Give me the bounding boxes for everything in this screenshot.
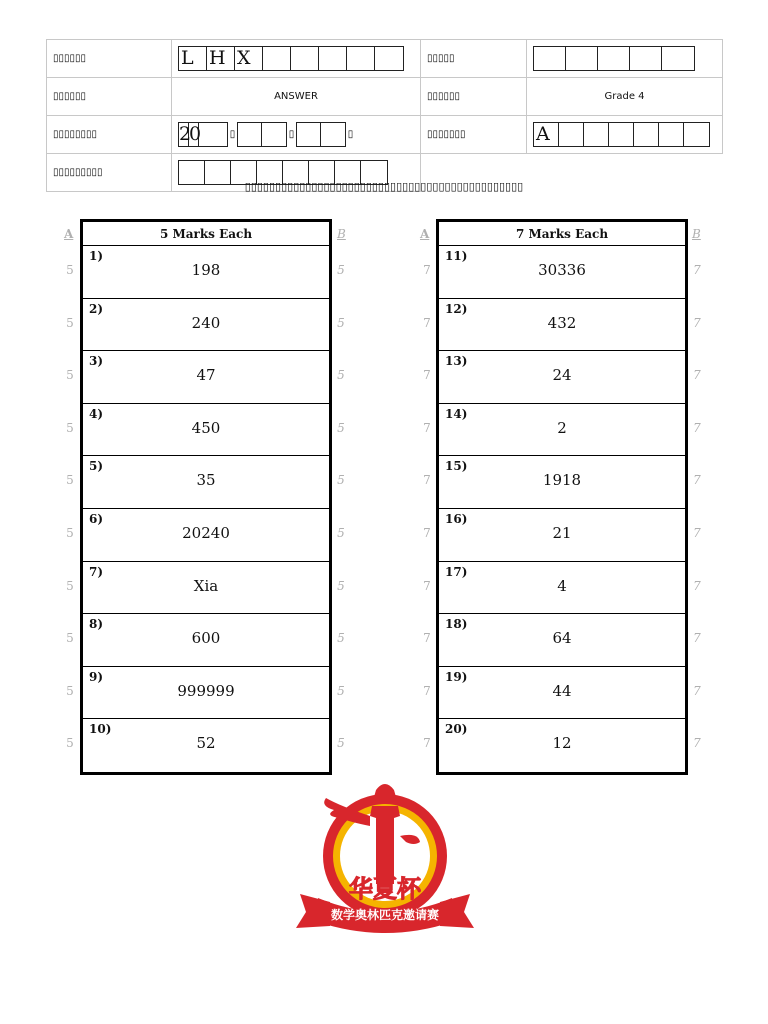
huaxia-cup-logo [290, 776, 480, 936]
marks-label: 5 [66, 368, 74, 383]
answer-cell [439, 614, 685, 667]
marks-label: 5 [337, 631, 345, 646]
marks-label: 7 [693, 368, 701, 383]
input-box[interactable] [534, 47, 566, 70]
input-box[interactable] [375, 47, 403, 70]
answer-value: 4 [557, 576, 567, 595]
answer-value: 240 [191, 313, 221, 332]
input-box[interactable] [297, 123, 321, 146]
marks-label: 5 [337, 420, 345, 435]
marks-label: 7 [423, 526, 431, 540]
answer-value: 12 [552, 734, 572, 753]
answer-value: Xia [193, 576, 219, 595]
marks-label: 7 [693, 420, 701, 435]
answer-cell [83, 667, 329, 720]
input-box[interactable] [291, 47, 319, 70]
input-box[interactable] [262, 123, 286, 146]
marks-label: 5 [337, 683, 345, 698]
input-box[interactable] [199, 123, 227, 146]
marks-label: 7 [423, 578, 431, 593]
answer-value: 999999 [177, 681, 235, 700]
marks-label: 5 [66, 473, 74, 488]
answer-value: 600 [191, 629, 221, 648]
input-box[interactable] [634, 123, 659, 146]
marks-label: 5 [337, 736, 345, 751]
marks-label: 7 [423, 263, 431, 277]
input-box[interactable]: H [207, 47, 235, 70]
marks-label: 7 [423, 368, 431, 383]
section2-label-b: B [692, 227, 701, 241]
answer-cell [83, 509, 329, 562]
date-sep-1: ▯ [229, 129, 236, 140]
marks-label: 5 [337, 578, 345, 593]
answer-value: 198 [191, 261, 221, 279]
input-box[interactable] [321, 123, 345, 146]
answer-cell [83, 719, 329, 772]
question-number: 11) [445, 249, 468, 263]
question-number: 1) [89, 249, 104, 263]
question-number: 15) [445, 459, 468, 474]
marks-label: 7 [423, 736, 431, 751]
marks-label: 7 [693, 631, 701, 646]
input-box[interactable]: L [179, 47, 207, 70]
answer-value: 35 [196, 471, 216, 490]
marks-label: 7 [693, 683, 701, 698]
answer-value: 47 [196, 366, 216, 385]
marks-label: 7 [693, 315, 701, 330]
input-box[interactable] [238, 123, 262, 146]
section2-label-a: A [420, 227, 430, 241]
marks-label: 7 [693, 526, 701, 540]
marks-label: 5 [66, 526, 74, 540]
input-box[interactable] [659, 123, 684, 146]
input-box[interactable] [559, 123, 584, 146]
marks-label: 7 [693, 263, 701, 277]
input-box[interactable] [566, 47, 598, 70]
answer-cell [439, 719, 685, 772]
marks-label: 5 [66, 420, 74, 435]
paper-value: ANSWER [172, 78, 421, 116]
input-box[interactable]: 2 [179, 123, 192, 145]
section1-title: 5 Marks Each [83, 222, 329, 246]
input-box[interactable] [684, 123, 709, 146]
logo-subtitle: 数学奥林匹克邀请赛 [330, 908, 440, 922]
marks-label: 5 [66, 578, 74, 593]
date-month-boxes[interactable] [237, 122, 287, 147]
question-number: 7) [89, 564, 104, 579]
answer-cell [83, 456, 329, 509]
input-box[interactable]: A [534, 123, 559, 146]
input-box[interactable]: 0 [189, 123, 202, 145]
marks-label: 7 [693, 473, 701, 488]
question-number: 12) [445, 301, 468, 316]
marks-label: 5 [337, 263, 345, 277]
question-number: 16) [445, 511, 468, 526]
answer-cell [83, 299, 329, 352]
answer-cell [439, 456, 685, 509]
question-number: 5) [89, 459, 104, 474]
answer-value: 432 [547, 313, 577, 332]
name-label: ▯▯▯▯▯▯ [47, 40, 172, 78]
question-number: 20) [445, 722, 468, 737]
answer-value: 30336 [538, 261, 586, 279]
question-number: 18) [445, 617, 468, 632]
answer-value: 1918 [542, 471, 582, 490]
answer-value: 2 [557, 418, 567, 437]
answer-value: 21 [552, 523, 572, 542]
student-info-table [46, 39, 723, 192]
id-label: ▯▯▯▯▯▯▯ [421, 116, 527, 154]
grade-value: Grade 4 [527, 78, 723, 116]
question-number: 17) [445, 564, 468, 579]
question-number: 19) [445, 669, 468, 684]
date-label: ▯▯▯▯▯▯▯▯ [47, 116, 172, 154]
marks-label: 7 [693, 578, 701, 593]
answer-value: 24 [552, 366, 572, 385]
answer-cell [83, 351, 329, 404]
input-box[interactable] [598, 47, 630, 70]
date-sep-2: ▯ [288, 129, 295, 140]
answer-value: 450 [191, 418, 221, 437]
marks-label: 5 [337, 368, 345, 383]
marks-label: 7 [693, 736, 701, 751]
paper-label: ▯▯▯▯▯▯ [47, 78, 172, 116]
date-day-boxes[interactable] [296, 122, 346, 147]
marks-label: 5 [66, 263, 74, 277]
marks-label: 7 [423, 473, 431, 488]
candidate-label: ▯▯▯▯▯▯▯▯▯ [47, 154, 172, 192]
marks-label: 7 [423, 683, 431, 698]
answer-cell [83, 614, 329, 667]
answer-value: 44 [552, 681, 572, 700]
answer-value: 64 [552, 629, 572, 648]
date-sep-3: ▯ [347, 129, 354, 140]
section2-title: 7 Marks Each [439, 222, 685, 246]
input-box[interactable] [263, 47, 291, 70]
marks-label: 7 [423, 631, 431, 646]
answer-cell [83, 246, 329, 299]
marks-label: 5 [66, 631, 74, 646]
question-number: 13) [445, 354, 468, 369]
question-number: 9) [89, 669, 104, 684]
input-box[interactable] [630, 47, 662, 70]
answer-cell [439, 246, 685, 299]
input-box[interactable] [662, 47, 694, 70]
input-box[interactable] [609, 123, 634, 146]
grade-label: ▯▯▯▯▯▯ [421, 78, 527, 116]
question-number: 10) [89, 722, 112, 737]
answer-cell [439, 562, 685, 615]
id-boxes[interactable] [533, 122, 710, 147]
school-code-boxes[interactable] [533, 46, 695, 71]
marks-label: 5 [337, 526, 345, 540]
section1-answer-table [80, 219, 332, 775]
marks-label: 5 [66, 683, 74, 698]
answer-cell [83, 562, 329, 615]
question-number: 14) [445, 406, 468, 421]
answer-value: 52 [196, 734, 216, 753]
question-number: 8) [89, 617, 104, 632]
answer-cell [439, 299, 685, 352]
input-box[interactable] [347, 47, 375, 70]
answer-cell [83, 404, 329, 457]
marks-label: 5 [337, 473, 345, 488]
section2-answer-table [436, 219, 688, 775]
marks-label: 7 [423, 315, 431, 330]
question-number: 4) [89, 406, 104, 421]
name-boxes[interactable] [178, 46, 404, 71]
input-box[interactable] [584, 123, 609, 146]
question-number: 6) [89, 511, 104, 526]
school-label: ▯▯▯▯▯ [421, 40, 527, 78]
answer-value: 20240 [182, 523, 230, 542]
question-number: 3) [89, 354, 104, 369]
logo-title: 华夏杯 [349, 875, 421, 903]
answer-cell [439, 509, 685, 562]
logo-pillar-top [372, 784, 398, 804]
answer-cell [439, 667, 685, 720]
marks-label: 7 [423, 420, 431, 435]
marks-label: 5 [337, 315, 345, 330]
input-box[interactable] [319, 47, 347, 70]
question-number: 2) [89, 301, 104, 316]
answer-cell [439, 351, 685, 404]
marks-label: 5 [66, 315, 74, 330]
date-year-boxes[interactable] [178, 122, 228, 147]
instructions-notice: ▯▯▯▯▯▯▯▯▯▯▯▯▯▯▯▯▯▯▯▯▯▯▯▯▯▯▯▯▯▯▯▯▯▯▯▯▯▯▯▯▯▯▯▯▯▯ [244, 180, 524, 193]
section1-label-a: A [64, 227, 74, 241]
section1-label-b: B [337, 227, 346, 241]
answer-cell [439, 404, 685, 457]
input-box[interactable]: X [235, 47, 263, 70]
marks-label: 5 [66, 736, 74, 751]
